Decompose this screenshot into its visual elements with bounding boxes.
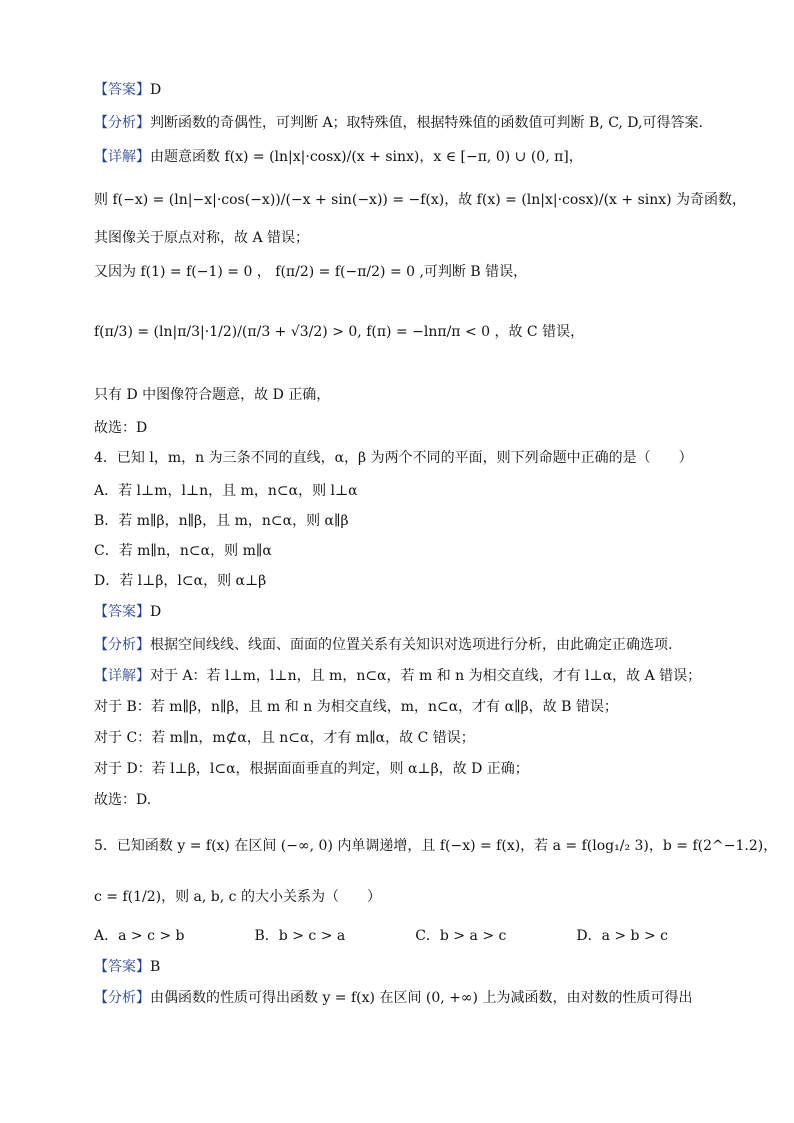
line-text: 对于 B：若 m∥β，n∥β，且 m 和 n 为相交直线，m，n⊂α，才有 α∥β，故 B 错误；: [94, 699, 618, 715]
line-text: B．若 m∥β，n∥β，且 m，n⊂α，则 α∥β: [94, 513, 349, 529]
line-text: 判断函数的奇偶性，可判断 A；取特殊值，根据特殊值的函数值可判断 B, C, D,可得答案.: [150, 115, 703, 131]
text-line-o4b: [94, 511, 349, 531]
section-tag: 【答案】: [94, 82, 150, 98]
text-line-ana4: [94, 635, 672, 655]
line-text: 由偶函数的性质可得出函数 y = f(x) 在区间 (0, +∞) 上为减函数，由对数的性质可得出: [150, 990, 693, 1006]
line-text: D．若 l⊥β，l⊂α，则 α⊥β: [94, 573, 267, 589]
line-text: 故选：D: [94, 420, 148, 436]
text-line-ans5: [94, 957, 160, 977]
text-line-l4: [94, 190, 746, 210]
text-line-ans3: [94, 80, 161, 100]
line-text: 对于 A：若 l⊥m，l⊥n，且 m，n⊂α，若 m 和 n 为相交直线，才有 l⊥α，故 A 错误；: [150, 668, 702, 684]
text-line-o4d: [94, 571, 266, 591]
line-text: 只有 D 中图像符合题意，故 D 正确，: [94, 387, 331, 403]
section-tag: 【详解】: [94, 149, 150, 165]
line-text: A．若 l⊥m，l⊥n，且 m，n⊂α，则 l⊥α: [94, 483, 358, 499]
line-text: 由题意函数 f(x) = (ln|x|·cosx)/(x + sinx)，x ∈ [−π, 0) ∪ (0, π]，: [150, 149, 583, 165]
section-tag: 【分析】: [94, 115, 150, 131]
text-line-l21: [94, 728, 475, 748]
line-text: D: [150, 604, 162, 620]
section-tag: 【分析】: [94, 637, 150, 653]
text-line-l5: [94, 228, 309, 248]
line-text: 5．已知函数 y = f(x) 在区间 (−∞, 0) 内单调递增，且 f(−x) = f(x)，若 a = f(log₁/₂ 3)，b = f(2^−1.2)，: [94, 838, 778, 854]
line-text: 则 f(−x) = (ln|−x|·cos(−x))/(−x + sin(−x)) = −f(x)，故 f(x) = (ln|x|·cosx)/(x + sinx) 为奇函数，: [94, 192, 747, 208]
line-text: 对于 C：若 m∥n，m⊄α，且 n⊂α，才有 m∥α，故 C 错误；: [94, 730, 475, 746]
text-line-det3: [94, 147, 583, 167]
line-text: 故选：D.: [94, 792, 152, 808]
text-line-l23: [94, 790, 151, 810]
section-tag: 【分析】: [94, 990, 150, 1006]
text-line-ana5: [94, 988, 692, 1008]
line-text: C．若 m∥n，n⊂α，则 m∥α: [94, 543, 272, 559]
text-line-l22: [94, 759, 529, 779]
line-text: f(π/3) = (ln|π/3|·1/2)/(π/3 + √3/2) > 0, f(π) = −lnπ/π < 0 ，故 C 错误，: [94, 324, 585, 340]
line-text: 对于 D：若 l⊥β，l⊂α，根据面面垂直的判定，则 α⊥β，故 D 正确；: [94, 761, 529, 777]
text-line-l6: [94, 262, 527, 282]
text-line-q5b: [94, 887, 381, 907]
line-text: A．a > c > b B．b > c > a C．b > a > c D．a > b > c: [94, 928, 668, 944]
text-line-l9: [94, 418, 147, 438]
line-text: B: [150, 959, 161, 975]
line-text: c = f(1/2)，则 a, b, c 的大小关系为（ ）: [94, 889, 381, 905]
text-line-q4: [94, 448, 693, 468]
text-line-l8: [94, 385, 330, 405]
text-line-o5: [94, 926, 668, 946]
text-line-ana3: [94, 113, 703, 133]
section-tag: 【答案】: [94, 604, 150, 620]
line-text: 又因为 f(1) = f(−1) = 0 ， f(π/2) = f(−π/2) = 0 ,可判断 B 错误，: [94, 264, 528, 280]
text-line-q5: [94, 836, 777, 856]
section-tag: 【答案】: [94, 959, 150, 975]
text-line-l20: [94, 697, 618, 717]
line-text: 其图像关于原点对称，故 A 错误；: [94, 230, 310, 246]
text-line-l7: [94, 322, 584, 342]
text-line-ans4: [94, 602, 161, 622]
section-tag: 【详解】: [94, 668, 150, 684]
text-line-o4c: [94, 541, 272, 561]
line-text: 4．已知 l，m，n 为三条不同的直线，α，β 为两个不同的平面，则下列命题中正确的是（ ）: [94, 450, 693, 466]
text-line-det4: [94, 666, 701, 686]
line-text: D: [150, 82, 162, 98]
line-text: 根据空间线线、线面、面面的位置关系有关知识对选项进行分析，由此确定正确选项.: [150, 637, 673, 653]
text-line-o4a: [94, 481, 358, 501]
